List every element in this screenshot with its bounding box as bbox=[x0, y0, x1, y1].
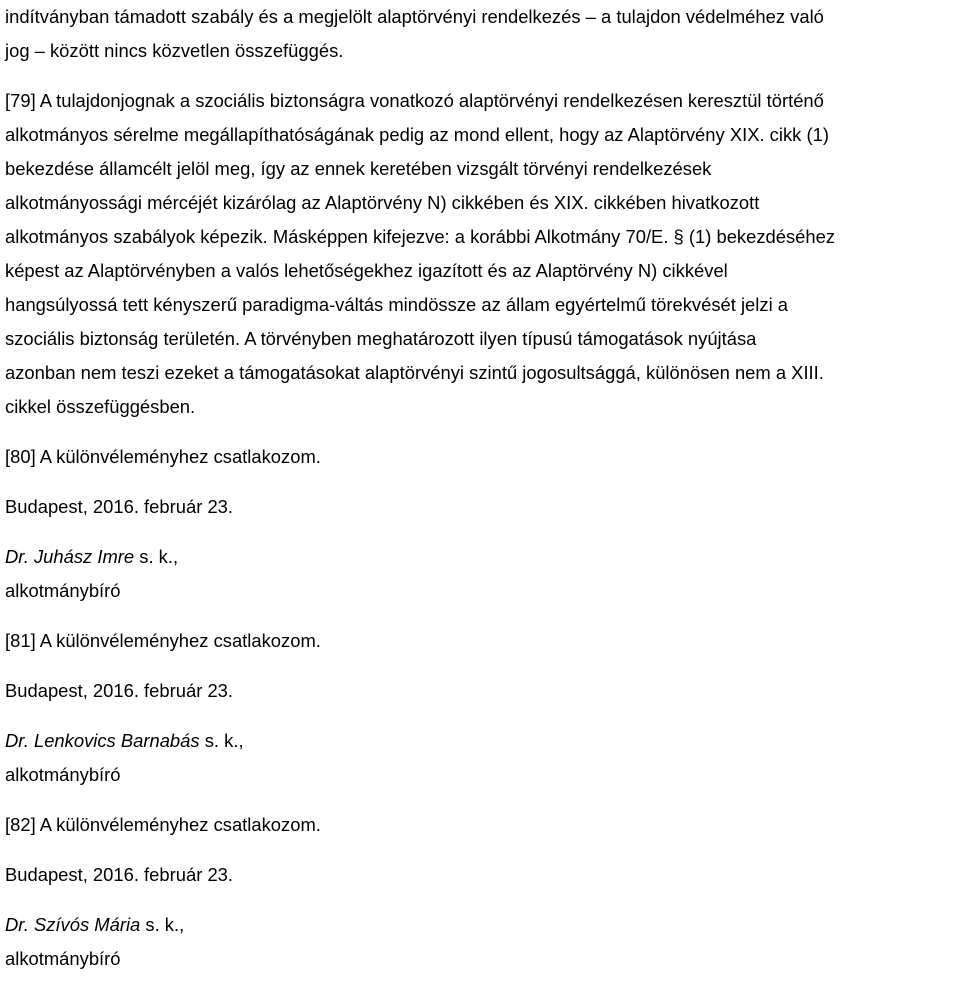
text-line: alkotmányossági mércéjét kizárólag az Alaptörvény N) cikkében és XIX. cikkében hivatkozott bbox=[5, 192, 760, 213]
paragraph-78-tail bbox=[5, 0, 957, 68]
text-line: szociális biztonság területén. A törvényben meghatározott ilyen típusú támogatások nyújtása bbox=[5, 328, 757, 349]
paragraph-gap bbox=[5, 524, 957, 540]
text-line: bekezdése államcélt jelöl meg, így az ennek keretében vizsgált törvényi rendelkezések bbox=[5, 158, 712, 179]
concurrence-statement: [81] A különvéleményhez csatlakozom. bbox=[5, 630, 321, 651]
place-date: Budapest, 2016. február 23. bbox=[5, 496, 234, 517]
document-page bbox=[5, 0, 957, 976]
concurrence-82 bbox=[5, 808, 957, 976]
paragraph-gap bbox=[5, 842, 957, 858]
paragraph-gap bbox=[5, 474, 957, 490]
place-date: Budapest, 2016. február 23. bbox=[5, 864, 234, 885]
text-line: indítványban támadott szabály és a megjelölt alaptörvényi rendelkezés – a tulajdon védelméhez való bbox=[5, 6, 824, 27]
signatory-name bbox=[5, 540, 957, 574]
paragraph-gap bbox=[5, 892, 957, 908]
text-line: azonban nem teszi ezeket a támogatásokat alaptörvényi szintű jogosultsággá, különösen nem a XIII. bbox=[5, 362, 824, 383]
paragraph-gap bbox=[5, 68, 957, 84]
concurrence-statement: [82] A különvéleményhez csatlakozom. bbox=[5, 814, 321, 835]
signatory-name bbox=[5, 724, 957, 758]
name-prefix: Dr. bbox=[5, 730, 29, 751]
concurrence-81 bbox=[5, 624, 957, 792]
name: Juhász Imre bbox=[33, 546, 135, 567]
text-line: képest az Alaptörvényben a valós lehetőségekhez igazított és az Alaptörvény N) cikkével bbox=[5, 260, 728, 281]
text-line: cikkel összefüggésben. bbox=[5, 396, 196, 417]
text-line: hangsúlyossá tett kényszerű paradigma-váltás mindössze az állam egyértelmű törekvését jelzi a bbox=[5, 294, 788, 315]
paragraph-gap bbox=[5, 708, 957, 724]
name-suffix: s. k., bbox=[145, 914, 185, 935]
paragraph-gap bbox=[5, 608, 957, 624]
name-suffix: s. k., bbox=[139, 546, 179, 567]
signatory-name bbox=[5, 908, 957, 942]
name-prefix: Dr. bbox=[5, 546, 29, 567]
signatory-role: alkotmánybíró bbox=[5, 580, 121, 601]
paragraph-gap bbox=[5, 424, 957, 440]
name-suffix: s. k., bbox=[204, 730, 244, 751]
name-prefix: Dr. bbox=[5, 914, 29, 935]
text-line: alkotmányos szabályok képezik. Másképpen kifejezve: a korábbi Alkotmány 70/E. § (1) bekezdéséhez bbox=[5, 226, 836, 247]
text-line: [79] A tulajdonjognak a szociális biztonságra vonatkozó alaptörvényi rendelkezésen keresztül történő bbox=[5, 90, 824, 111]
paragraph-79 bbox=[5, 84, 957, 424]
signatory-role: alkotmánybíró bbox=[5, 948, 121, 969]
concurrence-statement: [80] A különvéleményhez csatlakozom. bbox=[5, 446, 321, 467]
signatory-role: alkotmánybíró bbox=[5, 764, 121, 785]
paragraph-gap bbox=[5, 792, 957, 808]
concurrence-80 bbox=[5, 440, 957, 608]
paragraph-gap bbox=[5, 658, 957, 674]
name: Szívós Mária bbox=[33, 914, 141, 935]
name: Lenkovics Barnabás bbox=[33, 730, 200, 751]
text-line: alkotmányos sérelme megállapíthatóságának pedig az mond ellent, hogy az Alaptörvény XIX. cikk (1) bbox=[5, 124, 829, 145]
text-line: jog – között nincs közvetlen összefüggés. bbox=[5, 40, 344, 61]
place-date: Budapest, 2016. február 23. bbox=[5, 680, 234, 701]
